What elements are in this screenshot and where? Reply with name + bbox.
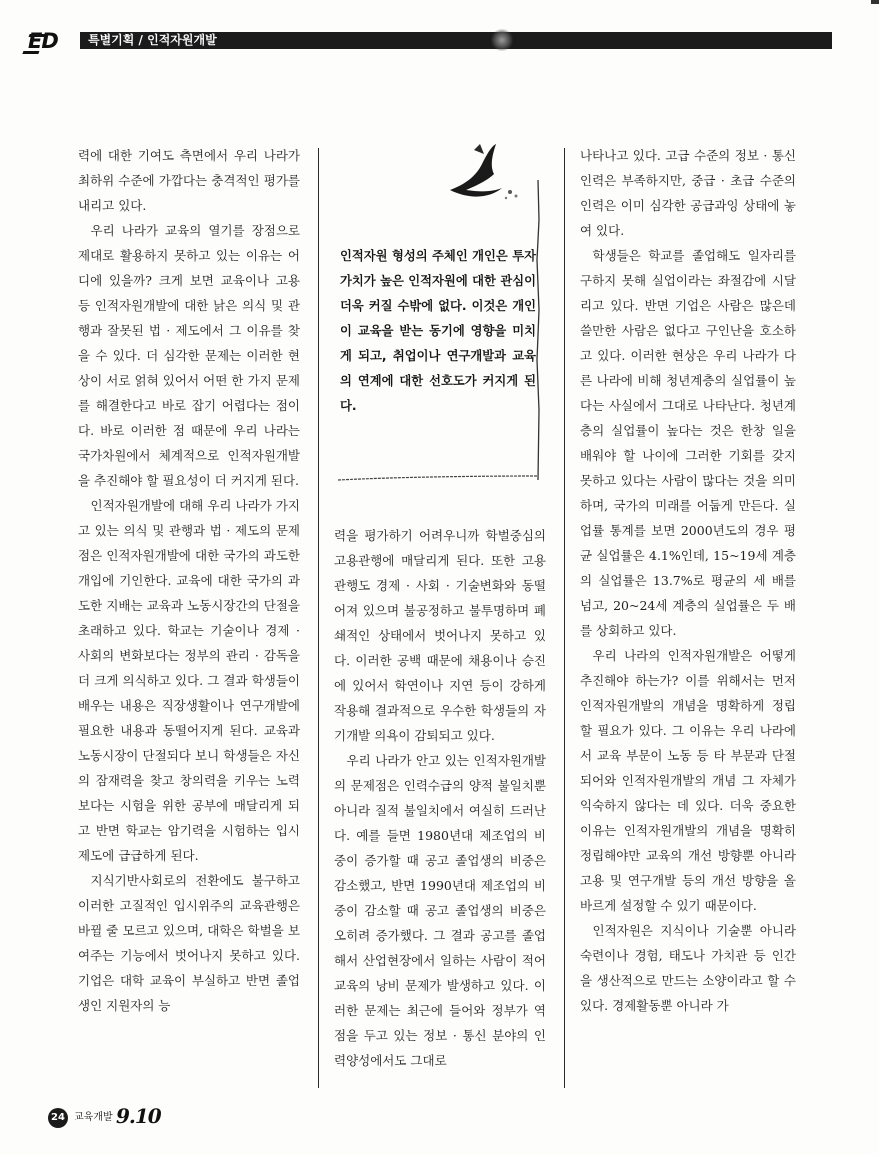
- left-column: [78, 143, 300, 1018]
- magazine-name: 교육개발: [74, 1112, 113, 1123]
- paragraph: 우리 나라가 교육의 열기를 장점으로 제대로 활용하지 못하고 있는 이유는 어디에 있을까? 크게 보면 교육이나 고용 등 인적자원개발에 대한 낡은 의식 및 관행과 잘못된 법 · 제도에서 그 이유를 찾을 수 있다. 더 심각한 문제는 이러한 현상이 서로 얽혀 있어서 어떤 한 가지 문제를 해결한다고 바로 잡기 어렵다는 점이다. 바로 이러한 점 때문에 우리 나라는 국가차원에서 체계적으로 인적자원개발을 추진해야 할 필요성이 더 커지게 된다.: [78, 223, 300, 488]
- section-header: [22, 29, 829, 53]
- column-divider: [318, 148, 319, 1088]
- paragraph: 나타나고 있다. 고급 수준의 정보 · 통신 인력은 부족하지만, 중급 · 초급 수준의 인력은 이미 심각한 공급과잉 상태에 놓여 있다.: [580, 148, 796, 238]
- paragraph: 지식기반사회로의 전환에도 불구하고 이러한 고질적인 입시위주의 교육관행은 바뀔 줄 모르고 있으며, 대학은 학벌을 보여주는 기능에서 벗어나지 못하고 있다. 기업은 대학 교육이 부실하고 반면 졸업생인 지원자의 능: [78, 873, 300, 1013]
- quote-mark-icon: [436, 140, 526, 210]
- quote-underline-decoration: [338, 474, 538, 482]
- paragraph: 력에 대한 기여도 측면에서 우리 나라가 최하위 수준에 가깝다는 충격적인 평가를 내리고 있다.: [78, 148, 300, 213]
- pull-quote: 인적자원 형성의 주체인 개인은 투자 가치가 높은 인적자원에 대한 관심이 더욱 커질 수밖에 없다. 이것은 개인이 교육을 받는 동기에 영향을 미치게 되고, 취업이나 연구개발과 교육의 연계에 대한 선호도가 커지게 된다.: [340, 249, 536, 413]
- middle-column: [334, 523, 546, 1073]
- right-column: [580, 143, 796, 1018]
- magazine-logo: ED: [28, 29, 78, 53]
- corner-mark: [871, 0, 879, 4]
- paragraph: 학생들은 학교를 졸업해도 일자리를 구하지 못해 실업이라는 좌절감에 시달리고 있다. 반면 기업은 사람은 많은데 쓸만한 사람은 없다고 구인난을 호소하고 있다. 이러한 현상은 우리 나라가 다른 나라에 비해 청년계층의 실업률이 높다는 사실에서 그대로 나타난다. 청년계층의 실업률이 높다는 것은 한창 일을 배워야 할 나이에 그러한 기회를 갖지 못하고 있다는 사람이 많다는 것을 의미하며, 국가의 미래를 어둡게 만든다. 실업률 통계를 보면 2000년도의 경우 평균 실업률은 4.1%인데, 15~19세 계층의 실업률은 13.7%로 평균의 세 배를 넘고, 20~24세 계층의 실업률은 두 배를 상회하고 있다.: [580, 248, 796, 638]
- section-title: 특별기획 / 인적자원개발: [88, 33, 217, 47]
- paragraph: 인적자원개발에 대해 우리 나라가 가지고 있는 의식 및 관행과 법 · 제도의 문제점은 인적자원개발에 대한 국가의 과도한 개입에 기인한다. 교육에 대한 국가의 과도한 지배는 교육과 노동시장간의 단절을 초래하고 있다. 학교는 기술이나 경제 · 사회의 변화보다는 정부의 관리 · 감독을 더 크게 의식하고 있다. 그 결과 학생들이 배우는 내용은 직장생활이나 연구개발에 필요한 내용과 동떨어지게 된다. 교육과 노동시장이 단절되다 보니 학생들은 자신의 잠재력을 찾고 창의력을 키우는 노력보다는 시험을 위한 공부에 매달리게 되고 반면 학교는 암기력을 시험하는 입시제도에 급급하게 된다.: [78, 498, 300, 863]
- paragraph: 인적자원은 지식이나 기술뿐 아니라 숙련이나 경험, 태도나 가치관 등 인간을 생산적으로 만드는 소양이라고 할 수 있다. 경제활동뿐 아니라 가: [580, 923, 796, 1013]
- column-divider: [564, 148, 565, 1088]
- paragraph: 우리 나라가 안고 있는 인적자원개발의 문제점은 인력수급의 양적 불일치뿐 아니라 질적 불일치에서 여실히 드러난다. 예를 들면 1980년대 제조업의 비중이 증가할 때 공고 졸업생의 비중은 감소했고, 반면 1990년대 제조업의 비중이 감소할 때 공고 졸업생의 비중은 오히려 증가했다. 그 결과 공고를 졸업해서 산업현장에서 일하는 사람이 적어 교육의 낭비 문제가 발생하고 있다. 이러한 문제는 최근에 들어와 정부가 역점을 두고 있는 정보 · 통신 분야의 인력양성에서도 그대로: [334, 753, 546, 1068]
- ink-splatter-decoration: [490, 29, 514, 51]
- page-number: 24: [48, 1108, 68, 1128]
- paragraph: 우리 나라의 인적자원개발은 어떻게 추진해야 하는가? 이를 위해서는 먼저 인적자원개발의 개념을 명확하게 정립할 필요가 있다. 그 이유는 우리 나라에서 교육 부문이 노동 등 타 부문과 단절되어와 인적자원개발의 개념 그 자체가 익숙하지 않다는 데 있다. 더욱 중요한 이유는 인적자원개발의 개념을 명확히 정립해야만 교육의 개선 방향뿐 아니라 고용 및 연구개발 등의 개선 방향을 올바르게 설정할 수 있기 때문이다.: [580, 648, 796, 913]
- paragraph: 력을 평가하기 어려우니까 학벌중심의 고용관행에 매달리게 된다. 또한 고용관행도 경제 · 사회 · 기술변화와 동떨어져 있으며 불공정하고 불투명하며 폐쇄적인 상태에서 벗어나지 못하고 있다. 이러한 공백 때문에 채용이나 승진에 있어서 학연이나 지연 등이 강하게 작용해 결과적으로 우수한 학생들의 자기개발 의욕이 감퇴되고 있다.: [334, 528, 546, 743]
- issue-number: 9.10: [116, 1104, 161, 1128]
